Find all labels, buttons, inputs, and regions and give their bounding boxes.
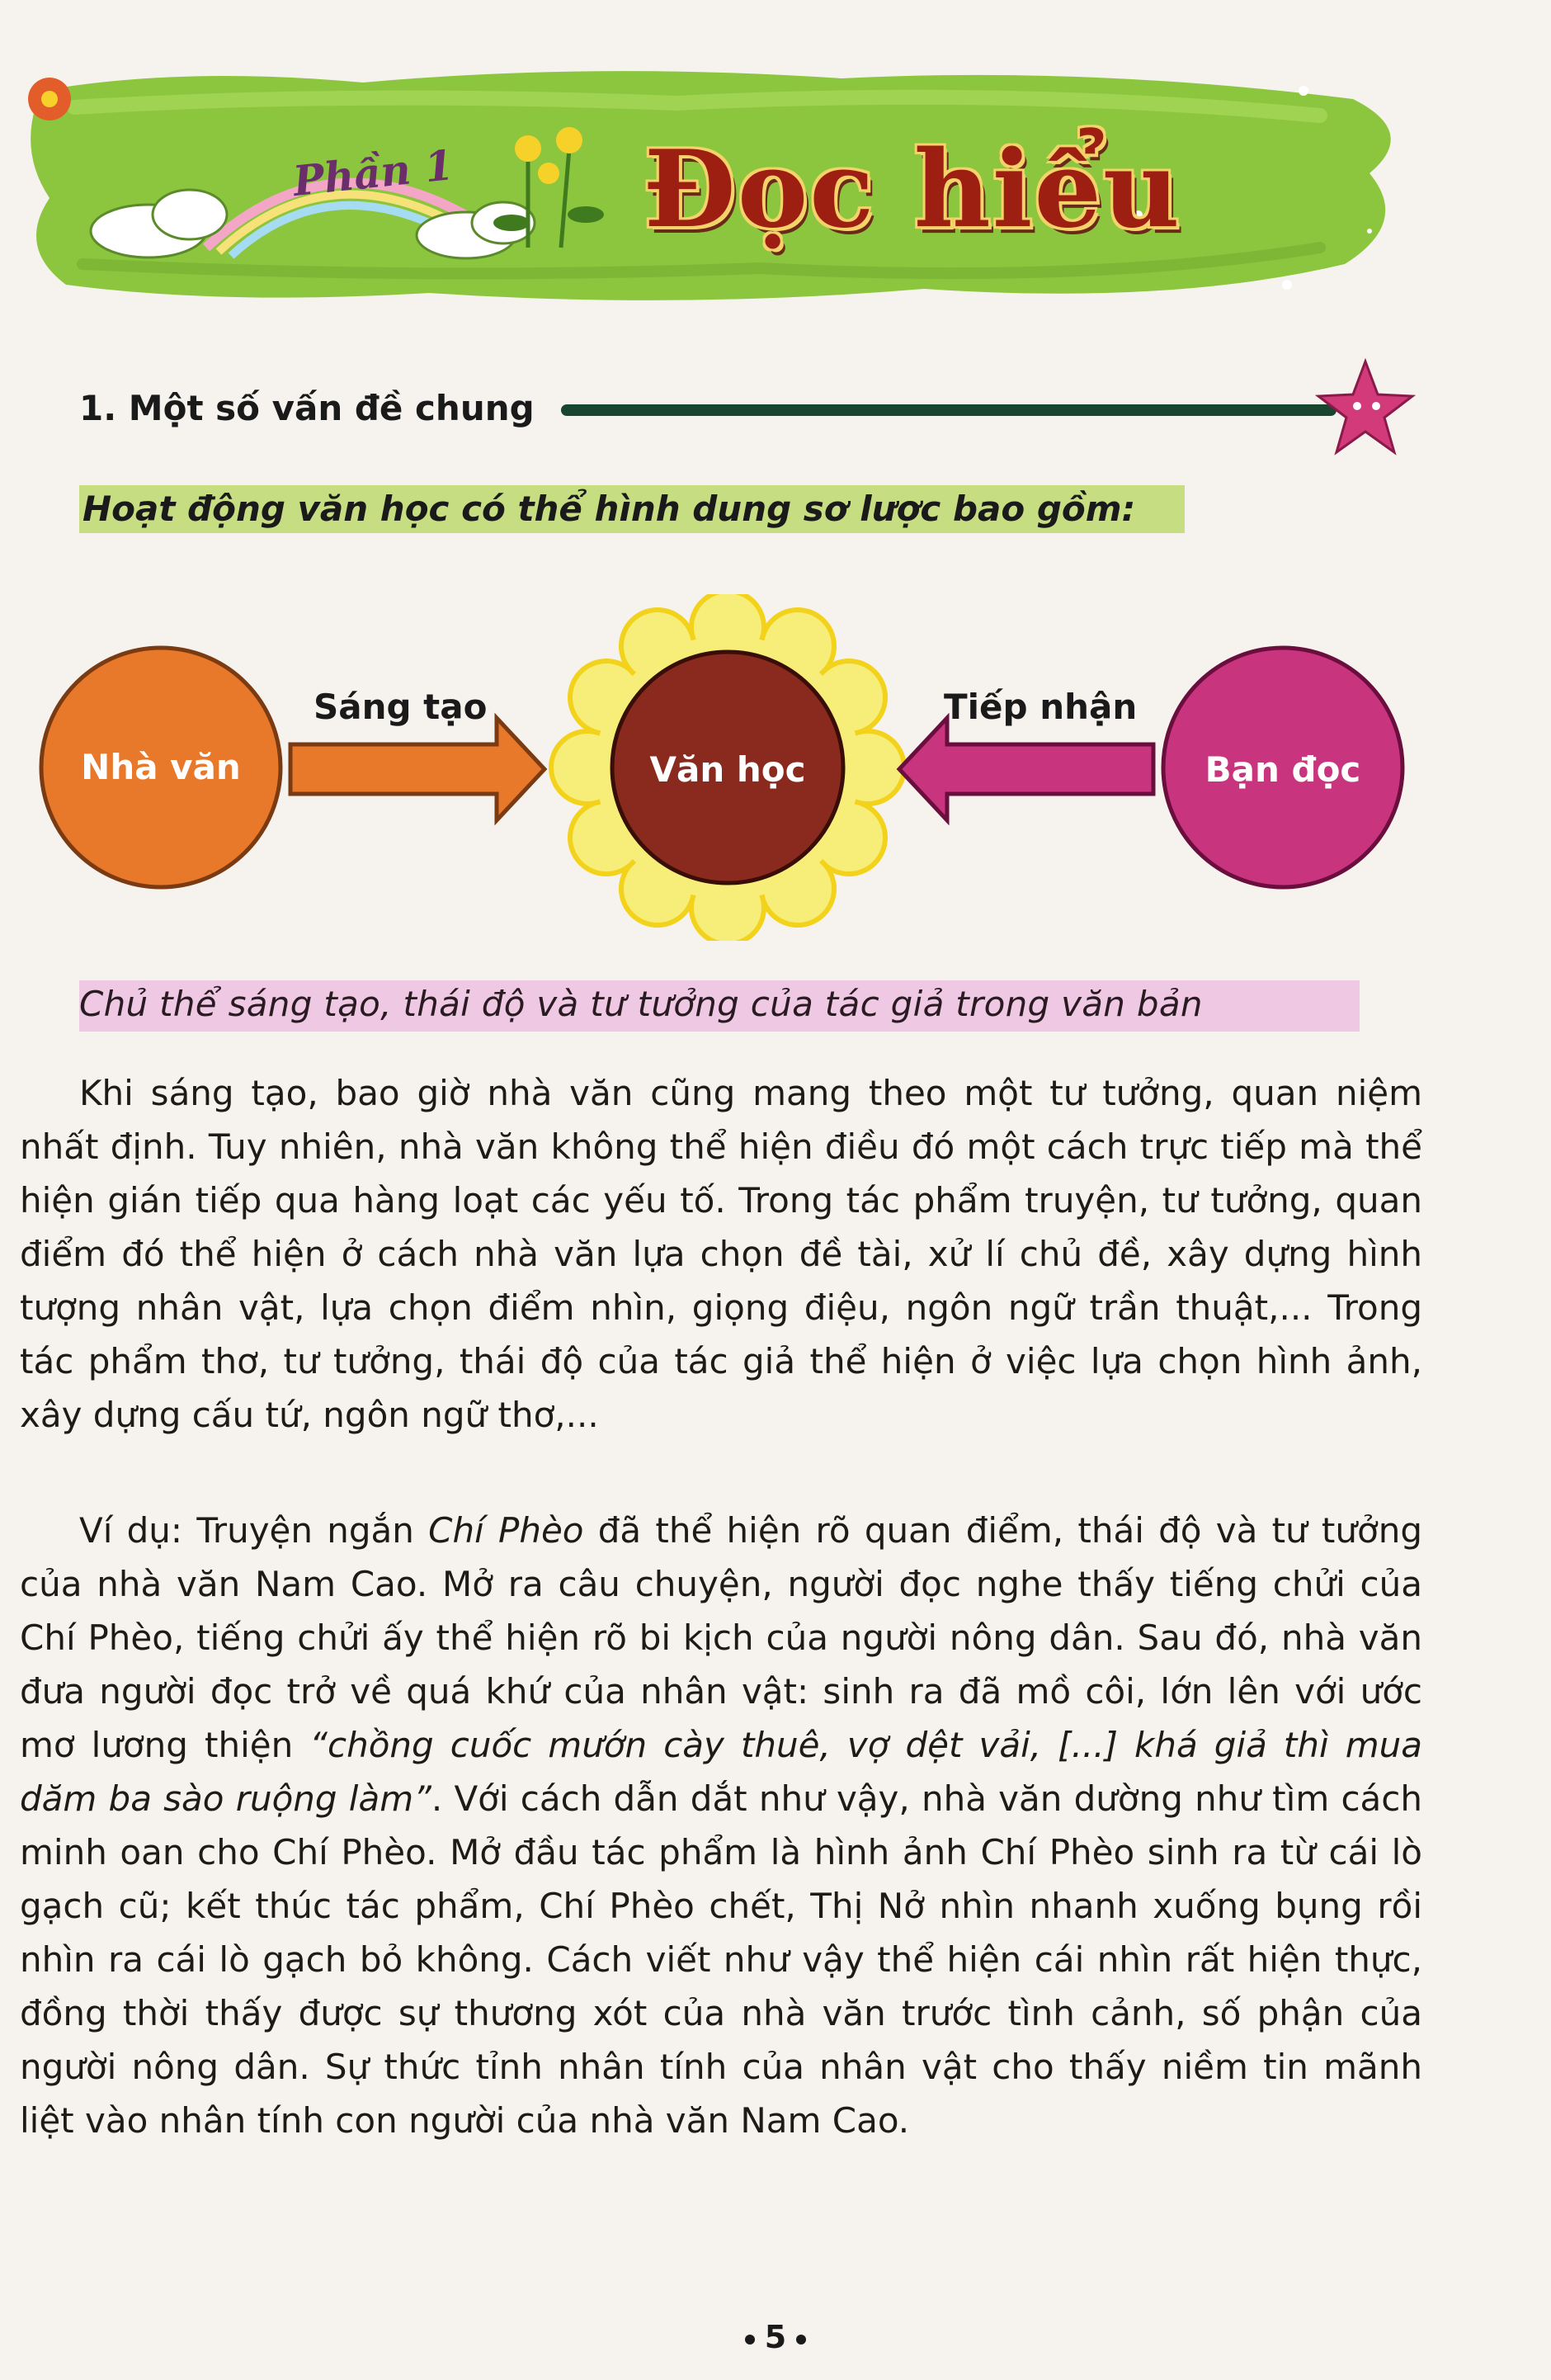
- star-icon: [1312, 355, 1419, 462]
- page-number-value: 5: [764, 2319, 787, 2355]
- paragraph-2-text-c: . Với cách dẫn dắt như vậy, nhà văn dường như tìm cách minh oan cho Chí Phèo. Mở đầu tác phẩm là hình ảnh Chí Phèo sinh ra từ cái lò gạch cũ; kết thúc tác phẩm, Chí Phèo chết, Thị Nở nhìn nhanh xuống bụng rồi nhìn ra cái lò gạch bỏ không. Cách viết như vậy thể hiện cái nhìn rất hiện thực, đồng thời thấy được sự thương xót của nhà văn trước tình cảnh, số phận của người nông dân. Sự thức tỉnh nhân tính của nhân vật cho thấy niềm tin mãnh liệt vào nhân tính con người của nhà văn Nam Cao.: [20, 1778, 1422, 2141]
- page-number: [0, 2319, 1551, 2355]
- part-label: Phần 1: [290, 139, 456, 206]
- paragraph-2-text-b: đã thể hiện rõ quan điểm, thái độ và tư tưởng của nhà văn Nam Cao. Mở ra câu chuyện, người đọc nghe thấy tiếng chửi của Chí Phèo, tiếng chửi ấy thể hiện rõ bi kịch của người nông dân. Sau đó, nhà văn đưa người đọc trở về quá khứ của nhân vật: sinh ra đã mồ côi, lớn lên với ước mơ lương thiện: [20, 1510, 1422, 1765]
- receive-arrow: [899, 718, 1153, 820]
- dot-left: [745, 2335, 755, 2345]
- dot-right: [796, 2335, 806, 2345]
- literature-label: Văn học: [649, 749, 806, 790]
- paragraph-2: [20, 1504, 1422, 2147]
- writer-label: Nhà văn: [81, 747, 241, 787]
- section-heading: 1. Một số vấn đề chung: [79, 388, 535, 428]
- section-underline: [561, 404, 1336, 416]
- receive-label: Tiếp nhận: [944, 687, 1138, 727]
- work-title-italic: Chí Phèo: [428, 1510, 584, 1551]
- create-label: Sáng tạo: [314, 687, 488, 727]
- paragraph-1: Khi sáng tạo, bao giờ nhà văn cũng mang theo một tư tưởng, quan niệm nhất định. Tuy nhiên, nhà văn không thể hiện điều đó một cách trực tiếp mà thể hiện gián tiếp qua hàng loạt các yếu tố. Trong tác phẩm truyện, tư tưởng, quan điểm đó thể hiện ở cách nhà văn lựa chọn đề tài, xử lí chủ đề, xây dựng hình tượng nhân vật, lựa chọn điểm nhìn, giọng điệu, ngôn ngữ trần thuật,... Trong tác phẩm thơ, tư tưởng, thái độ của tác giả thể hiện ở việc lựa chọn hình ảnh, xây dựng cấu tứ, ngôn ngữ thơ,...: [20, 1073, 1422, 1435]
- paragraph-2-text-a: Ví dụ: Truyện ngắn: [79, 1510, 429, 1551]
- reader-label: Bạn đọc: [1204, 749, 1361, 790]
- subsection-highlight: Chủ thể sáng tạo, thái độ và tư tưởng của tác giả trong văn bản: [79, 984, 1203, 1024]
- page-title: Đọc hiểu: [644, 128, 1181, 252]
- quote-italic: “chồng cuốc mướn cày thuê, vợ dệt vải, [...] khá giả thì mua dăm ba sào ruộng làm”: [20, 1725, 1422, 1819]
- intro-highlight: Hoạt động văn học có thể hình dung sơ lược bao gồm:: [82, 489, 1136, 529]
- create-arrow: [290, 718, 544, 820]
